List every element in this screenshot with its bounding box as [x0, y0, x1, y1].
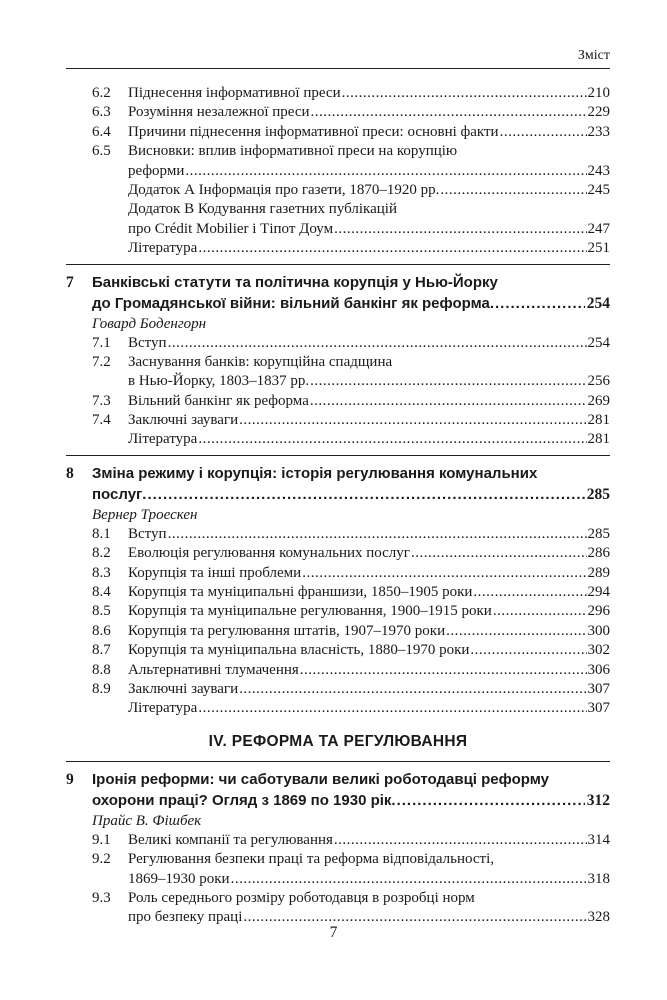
entry-number: 8.7: [92, 642, 111, 659]
entry-page: 233: [587, 123, 610, 140]
chapter-title: Банківські статути та політична корупція у Нью-Йорку: [92, 273, 498, 291]
toc-entry: [66, 602, 610, 621]
entry-page: 306: [587, 661, 610, 678]
toc-chapter-9: [66, 769, 610, 928]
entry-title: про безпеку праці: [128, 909, 243, 926]
toc-entry: [66, 641, 610, 660]
entry-page: 229: [587, 104, 610, 121]
chapter-title: Іронія реформи: чи саботували великі роботодавці реформу: [92, 770, 549, 788]
toc-entry-continuation: [66, 372, 610, 391]
entry-page: 300: [587, 622, 610, 639]
entry-title: Піднесення інформативної преси: [128, 85, 341, 101]
entry-title: Заключні зауваги: [128, 412, 239, 429]
chapter-title: Зміна режиму і корупція: історія регулювання комунальних: [92, 464, 538, 482]
entry-number: 8.4: [92, 584, 111, 601]
divider: [66, 264, 610, 265]
toc-entry-continuation: [66, 162, 610, 181]
toc-entry: [66, 142, 610, 161]
entry-title: Корупція та муніципальна власність, 1880–1970 роки: [128, 642, 470, 659]
entry-title: Еволюція регулювання комунальних послуг: [128, 545, 410, 562]
toc-entry: [66, 583, 610, 602]
entry-page: 302: [587, 642, 610, 659]
entry-title: реформи: [128, 162, 185, 179]
toc-entry: [66, 622, 610, 641]
entry-title: Роль середнього розміру роботодавця в розробці норм: [128, 889, 475, 906]
chapter-author: Вернер Троескен: [92, 506, 198, 523]
entry-title: Вступ: [128, 525, 167, 542]
entry-title: про Crédit Mobilier і Тіпот Доум: [128, 220, 334, 237]
entry-title: Література: [128, 700, 198, 717]
entry-number: 6.4: [92, 123, 111, 140]
divider: [66, 455, 610, 456]
entry-page: 289: [587, 564, 610, 581]
entry-title: Корупція та муніципальне регулювання, 1900–1915 роки: [128, 603, 492, 620]
toc-chapter-8: [66, 463, 610, 719]
entry-page: 307: [587, 700, 610, 717]
chapter-title-line: [66, 790, 610, 811]
chapter-title: послуг: [92, 485, 143, 503]
toc-entry: [66, 831, 610, 850]
divider: [66, 761, 610, 762]
toc-entry-references: [66, 699, 610, 718]
chapter-number: 8: [66, 464, 74, 482]
entry-page: 328: [587, 909, 610, 926]
entry-title: Вступ: [128, 334, 167, 351]
toc-entry: [66, 123, 610, 142]
entry-title: Література: [128, 240, 198, 257]
entry-title: Великі компанії та регулювання: [128, 831, 333, 848]
toc-entry: [66, 103, 610, 122]
toc-entry: [66, 181, 610, 200]
toc-entry-references: [66, 239, 610, 258]
entry-number: 8.6: [92, 622, 111, 639]
header-title: Зміст: [577, 48, 610, 63]
running-header: [66, 40, 610, 69]
entry-number: 8.2: [92, 545, 111, 562]
entry-title: Додаток А Інформація про газети, 1870–1920 рр.: [128, 181, 440, 198]
chapter-title: до Громадянської війни: вільний банкінг як реформа: [92, 294, 490, 312]
toc-entry: [66, 544, 610, 563]
toc-entry-references: [66, 430, 610, 449]
toc-entry: [66, 392, 610, 411]
entry-page: 307: [587, 680, 610, 697]
entry-title: Корупція та регулювання штатів, 1907–1970 роки: [128, 622, 446, 639]
entry-number: 8.3: [92, 564, 111, 581]
toc-entry: [66, 200, 610, 219]
toc-entry: [66, 334, 610, 353]
entry-page: 269: [587, 392, 610, 409]
entry-title: Розуміння незалежної преси: [128, 104, 310, 121]
chapter-page: 285: [586, 485, 610, 503]
toc-block-ch6: [66, 84, 610, 259]
entry-title: Альтернативні тлумачення: [128, 661, 299, 678]
entry-page: 256: [587, 373, 610, 390]
toc-entry: [66, 411, 610, 430]
chapter-number: 9: [66, 770, 74, 788]
entry-title: Вільний банкінг як реформа: [128, 392, 309, 409]
chapter-title-line: [66, 769, 610, 790]
entry-number: 6.3: [92, 104, 111, 121]
entry-title: Заснування банків: корупційна спадщина: [128, 353, 393, 370]
entry-title: Корупція та інші проблеми: [128, 564, 302, 581]
page-number: 7: [329, 924, 338, 941]
entry-number: 7.2: [92, 353, 111, 370]
toc-entry: [66, 353, 610, 372]
table-of-contents: [66, 84, 610, 928]
toc-entry-continuation: [66, 870, 610, 889]
part-title: IV. РЕФОРМА ТА РЕГУЛЮВАННЯ: [208, 732, 468, 750]
entry-page: 281: [587, 412, 610, 429]
entry-number: 8.1: [92, 525, 111, 542]
toc-entry: [66, 850, 610, 869]
entry-number: 8.5: [92, 603, 111, 620]
chapter-author: Говард Боденгорн: [92, 315, 207, 332]
entry-page: 294: [587, 584, 610, 601]
entry-title: Причини піднесення інформативної преси: основні факти: [128, 123, 499, 140]
entry-page: 285: [587, 525, 610, 542]
toc-entry-continuation: [66, 220, 610, 239]
chapter-title-line: [66, 293, 610, 314]
chapter-title: охорони праці? Огляд з 1869 по 1930 рік: [92, 791, 392, 809]
entry-title: Додаток B Кодування газетних публікацій: [128, 201, 397, 218]
entry-number: 9.2: [92, 851, 111, 868]
entry-number: 6.2: [92, 85, 111, 101]
chapter-title-line: [66, 272, 610, 293]
entry-title: Висновки: вплив інформативної преси на корупцію: [128, 143, 458, 160]
toc-entry: [66, 889, 610, 908]
chapter-number: 7: [66, 273, 74, 291]
entry-page: 286: [587, 545, 610, 562]
entry-page: 314: [587, 831, 610, 848]
toc-chapter-7: [66, 272, 610, 450]
entry-title: Література: [128, 431, 198, 448]
entry-page: 243: [587, 162, 610, 179]
entry-page: 296: [587, 603, 610, 620]
toc-entry: [66, 661, 610, 680]
toc-entry: [66, 680, 610, 699]
entry-number: 8.9: [92, 680, 111, 697]
entry-number: 7.3: [92, 392, 111, 409]
chapter-page: 312: [586, 791, 610, 809]
entry-title: Корупція та муніципальні франшизи, 1850–1905 роки: [128, 584, 473, 601]
toc-entry: [66, 564, 610, 583]
toc-entry: [66, 525, 610, 544]
chapter-title-line: [66, 484, 610, 505]
entry-number: 8.8: [92, 661, 111, 678]
entry-number: 6.5: [92, 143, 111, 160]
entry-page: 245: [587, 181, 610, 198]
entry-page: 251: [587, 240, 610, 257]
entry-number: 9.3: [92, 889, 111, 906]
entry-number: 7.4: [92, 412, 111, 429]
entry-page: 210: [587, 85, 610, 101]
entry-title: Заключні зауваги: [128, 680, 239, 697]
entry-title: в Нью-Йорку, 1803–1837 рр.: [128, 373, 310, 390]
entry-number: 9.1: [92, 831, 111, 848]
entry-number: 7.1: [92, 334, 111, 351]
entry-page: 318: [587, 870, 610, 887]
chapter-page: 254: [586, 294, 610, 312]
entry-page: 254: [587, 334, 610, 351]
entry-page: 247: [587, 220, 610, 237]
toc-entry: [66, 84, 610, 103]
entry-title: Регулювання безпеки праці та реформа відповідальності,: [128, 851, 495, 868]
entry-title: 1869–1930 роки: [128, 870, 230, 887]
chapter-title-line: [66, 463, 610, 484]
entry-page: 281: [587, 431, 610, 448]
chapter-author: Прайс В. Фішбек: [92, 812, 202, 829]
